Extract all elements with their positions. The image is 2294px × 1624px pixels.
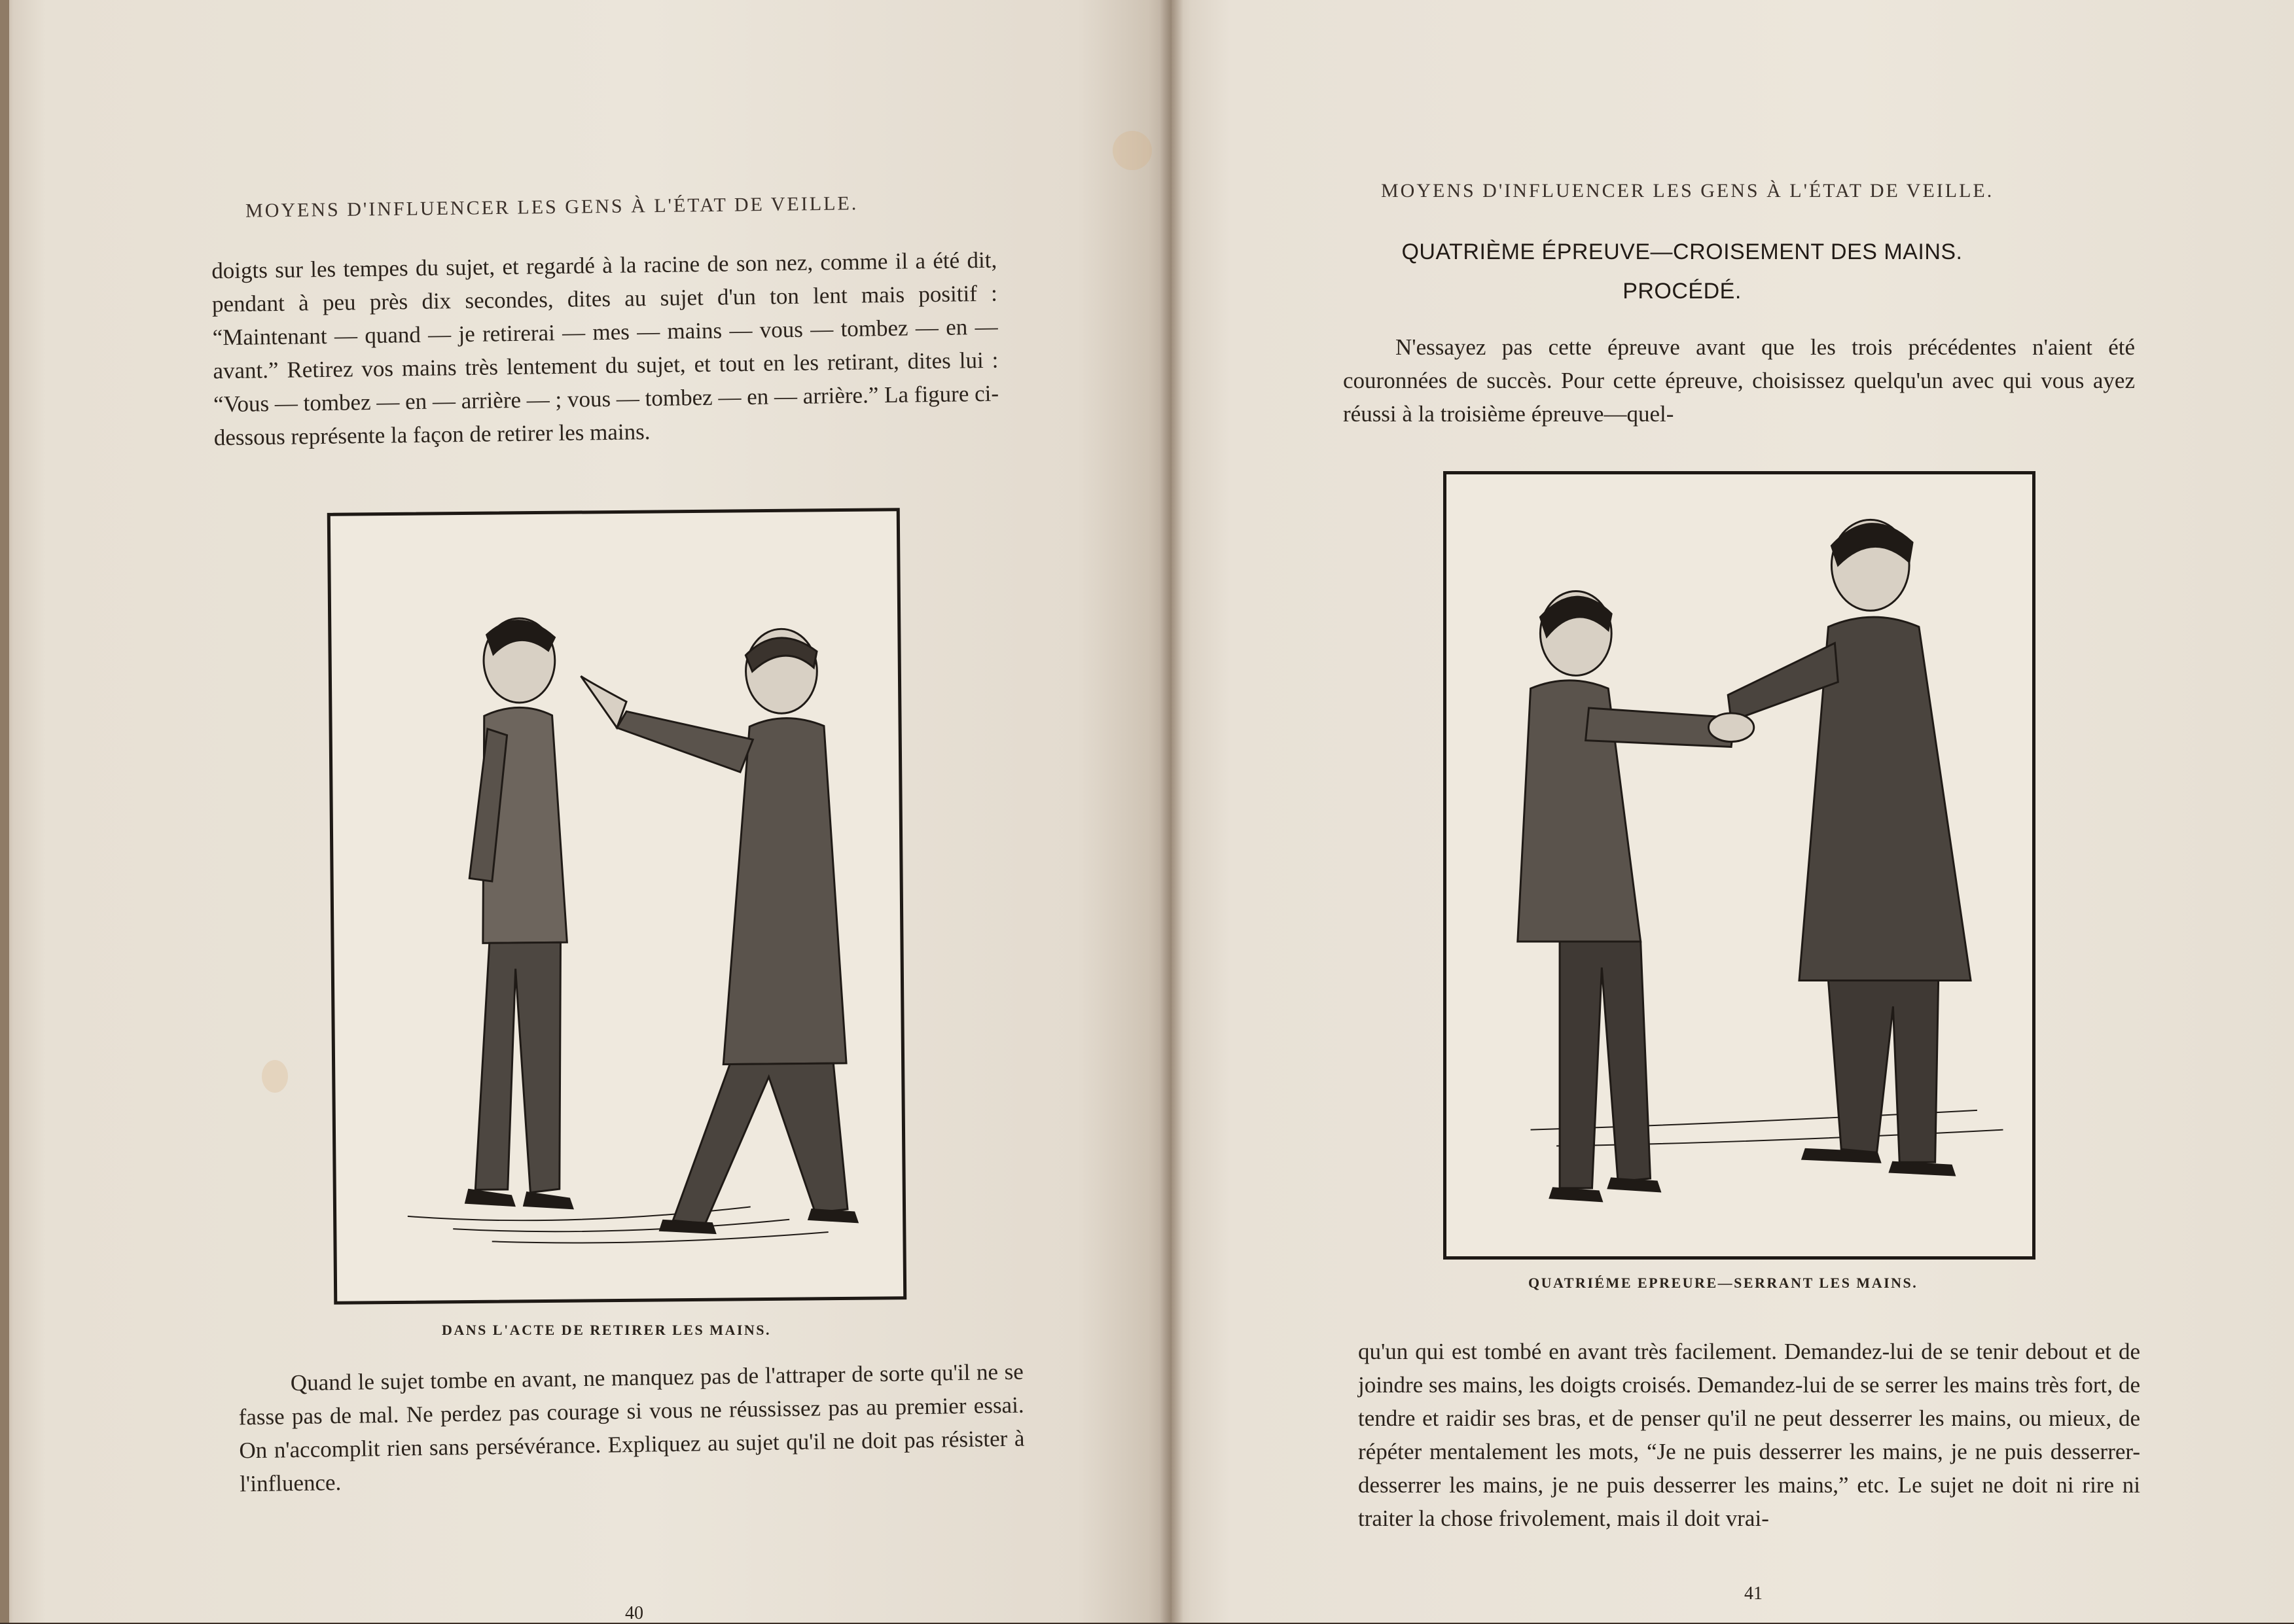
operator-figure — [581, 628, 857, 1234]
subject-figure — [1518, 591, 1734, 1201]
engraving-illustration — [1446, 474, 2032, 1256]
running-head-right: MOYENS D'INFLUENCER LES GENS À L'ÉTAT DE VEILLE. — [1381, 180, 1994, 202]
figure-withdrawing-hands — [327, 508, 907, 1305]
paragraph-text: Quand le sujet tombe en avant, ne manquez pas de l'attraper de sorte qu'il ne se fasse pas de mal. Ne perdez pas courage si vous ne réussissez pas au premier essai. On n'accomplit rien sans persévérance. Expliquez au sujet qu'il ne doit pas résister à l'influence. — [238, 1358, 1025, 1497]
book-edge — [0, 0, 9, 1623]
operator-figure — [1709, 520, 1971, 1175]
left-paragraph-2 — [238, 1355, 1025, 1501]
right-figure-caption: QUATRIÉME EPREURE—SERRANT LES MAINS. — [1528, 1275, 1918, 1291]
right-page — [1172, 0, 2294, 1623]
right-paragraph-1 — [1343, 330, 2135, 431]
paragraph-text: doigts sur les tempes du sujet, et regardé à la racine de son nez, comme il a été dit, pendant à peu près dix secondes, dites au sujet d'un ton lent mais positif : “Maintenant — quand — je retirerai — mes — mains — vous — tombez — en — avant.” Retirez vos mains très lentement du sujet, et tout en les retirant, dites lui : “Vous — tombez — en — arrière — ; vous — tombez — en — arrière.” La figure ci-dessous représente la façon de retirer les mains. — [211, 247, 999, 451]
engraving-illustration — [331, 511, 903, 1301]
section-title-line2: PROCÉDÉ. — [1622, 279, 1742, 304]
paragraph-text: N'essayez pas cette épreuve avant que les trois précédentes n'aient été couronnées de succès. Pour cette épreuve, choisissez quelqu'un avec qui vous ayez réussi à la troisième épreuve—quel- — [1343, 334, 2135, 427]
subject-figure — [461, 618, 573, 1209]
figure-clasping-hands — [1443, 471, 2035, 1260]
page-number-left: 40 — [625, 1603, 643, 1623]
paragraph-text: qu'un qui est tombé en avant très facilement. Demandez-lui de se tenir debout et de joindre ses mains, les doigts croisés. Demandez-lui de se serrer les mains très fort, de tendre et raidir ses bras, et de penser qu'il ne peut desserrer les mains, ou mieux, de répéter mentalement les mots, “Je ne puis desserrer les mains, je ne puis desserrer-desserrer les mains, je ne puis desserrer les mains,” etc. Le sujet ne doit ni rire ni traiter la chose frivolement, mais il doit vrai- — [1358, 1339, 2140, 1531]
section-title-line1: QUATRIÈME ÉPREUVE—CROISEMENT DES MAINS. — [1401, 239, 1963, 264]
paper-stain — [1113, 131, 1152, 170]
left-paragraph-1 — [211, 243, 999, 455]
section-title — [1335, 232, 2029, 311]
right-paragraph-2 — [1358, 1335, 2140, 1535]
book-gutter — [1160, 0, 1183, 1623]
left-figure-caption: DANS L'ACTE DE RETIRER LES MAINS. — [442, 1322, 772, 1338]
paper-stain — [262, 1060, 288, 1093]
page-number-right: 41 — [1744, 1583, 1763, 1604]
running-head-left: MOYENS D'INFLUENCER LES GENS À L'ÉTAT DE VEILLE. — [245, 192, 859, 222]
